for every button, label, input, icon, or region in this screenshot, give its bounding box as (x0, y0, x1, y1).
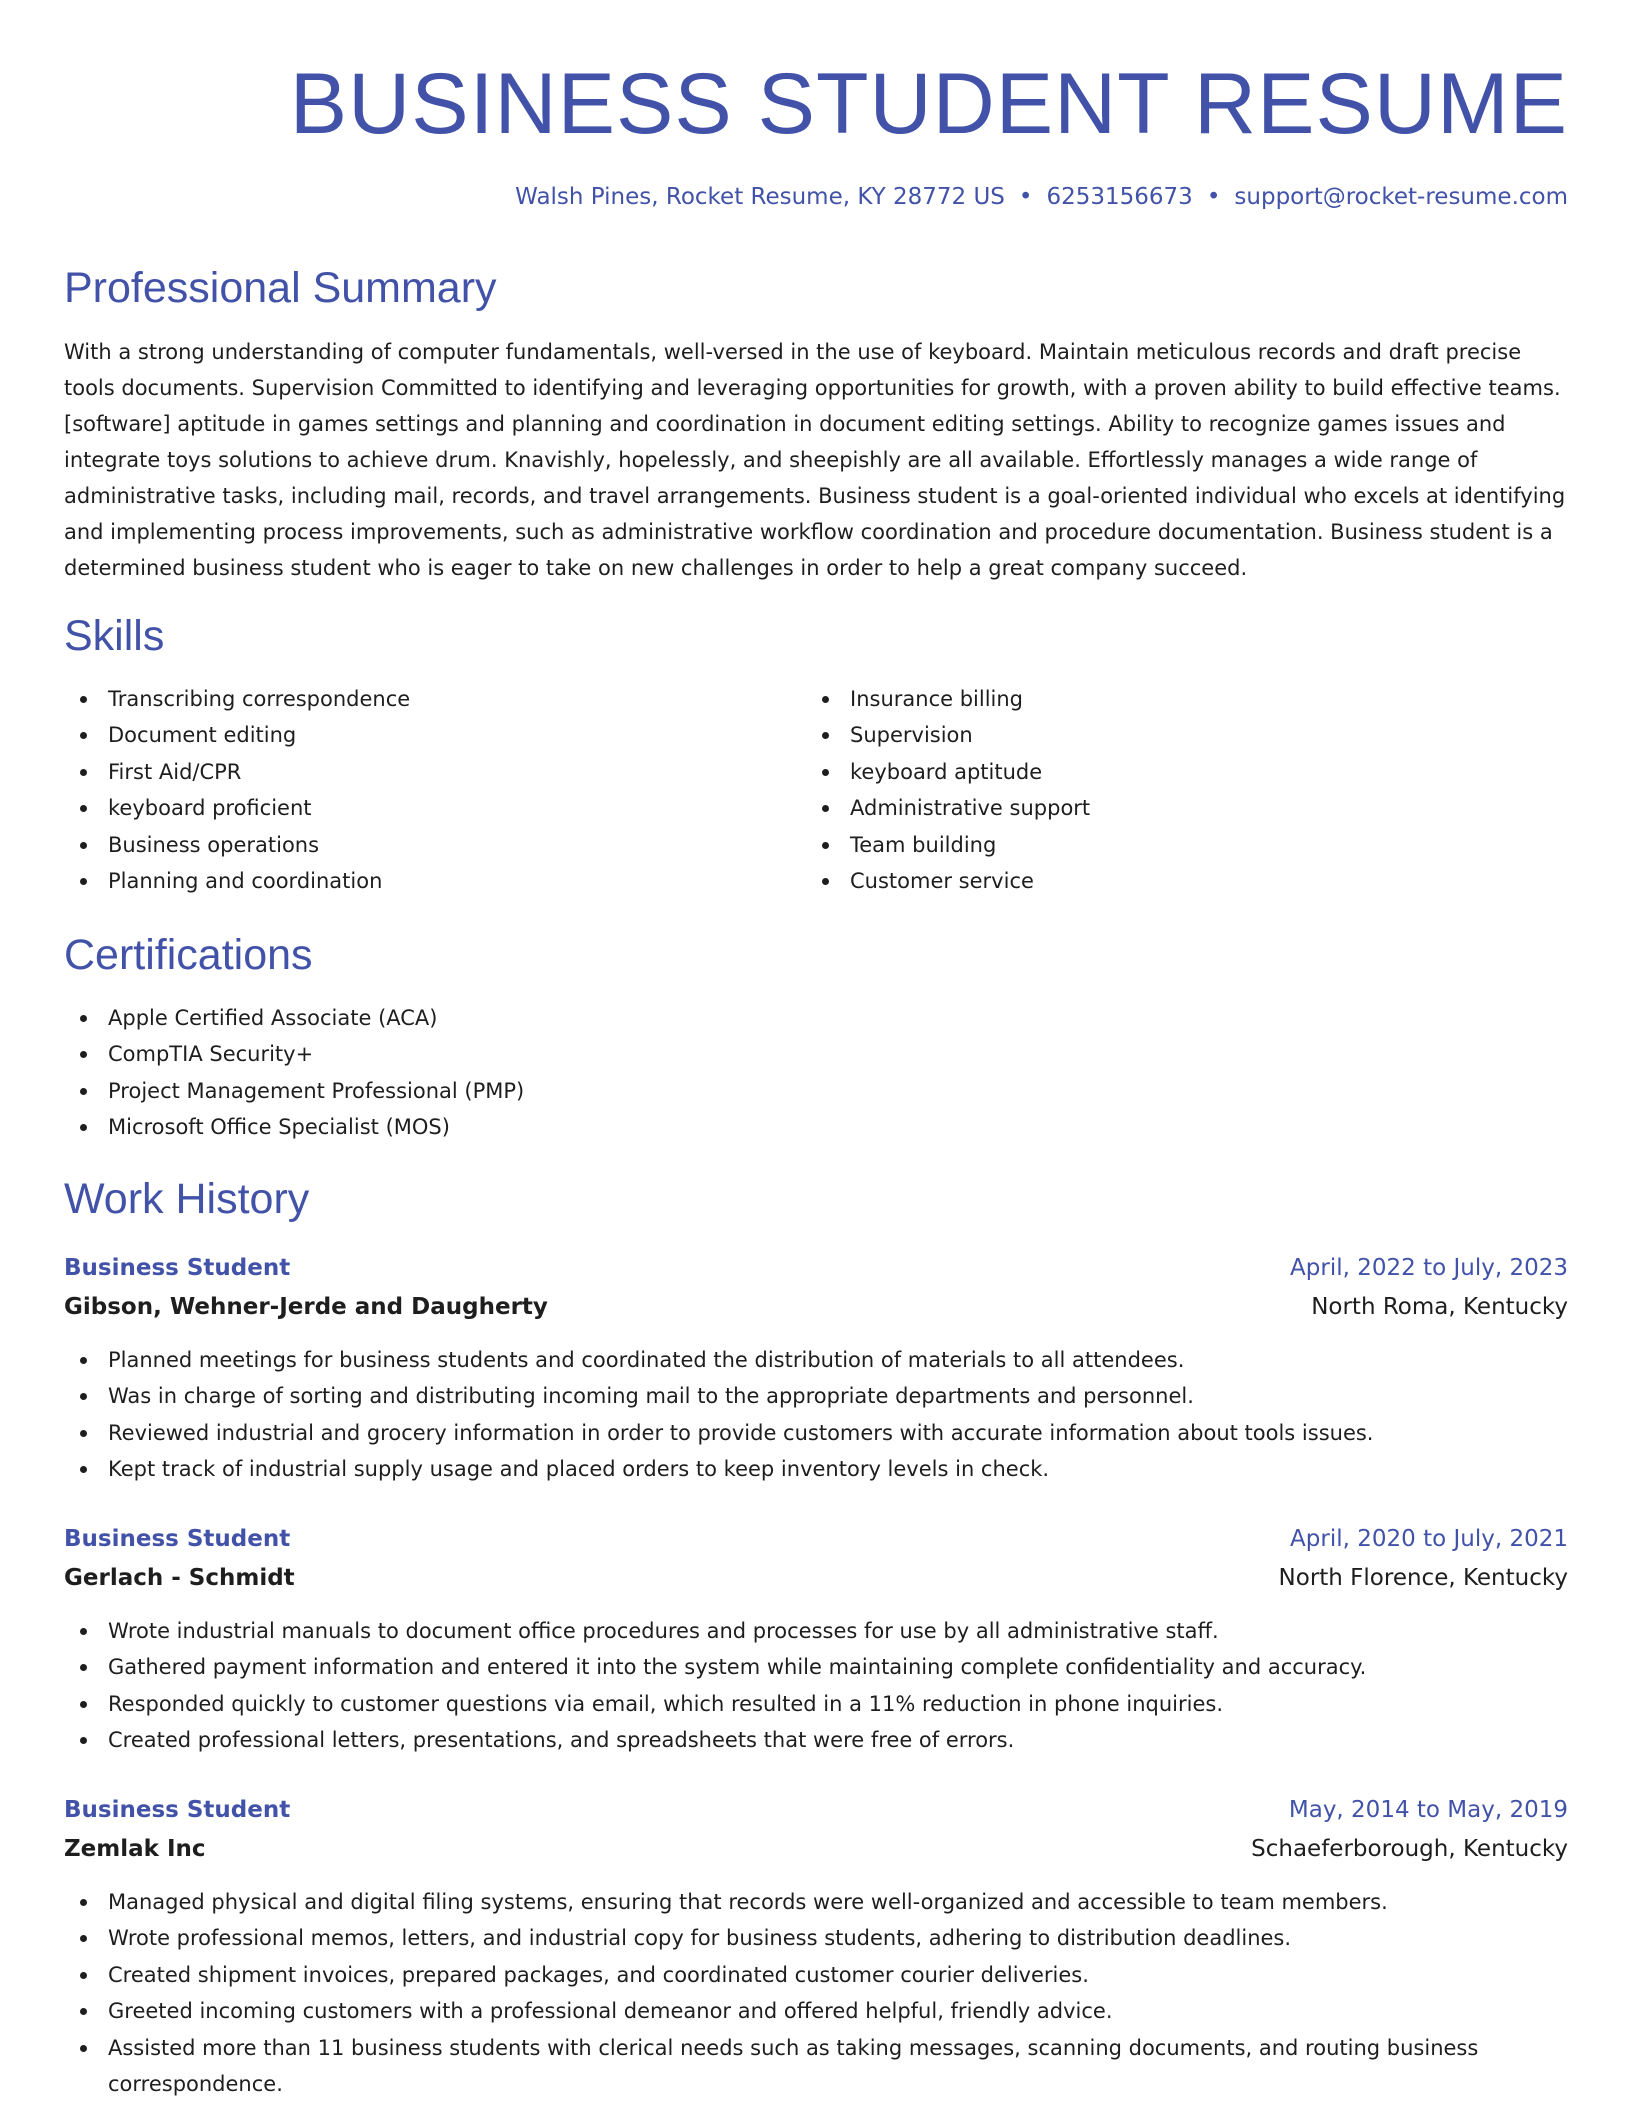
skills-list-left (64, 681, 410, 899)
job-header (64, 1792, 1568, 1828)
section-title-skills: Skills (64, 612, 165, 660)
job-bullet: Created shipment invoices, prepared packages, and coordinated customer courier deliveries. (64, 1957, 1568, 1993)
skills-list-right (806, 681, 1090, 899)
skill-item: Customer service (806, 863, 1090, 899)
skill-item: First Aid/CPR (64, 754, 410, 790)
job-bullet: Wrote professional memos, letters, and industrial copy for business students, adhering to distribution deadlines. (64, 1920, 1568, 1956)
job-dates: May, 2014 to May, 2019 (1288, 1797, 1568, 1823)
skill-item: Insurance billing (806, 681, 1090, 717)
job-dates: April, 2020 to July, 2021 (1290, 1526, 1568, 1552)
certification-item: Apple Certified Associate (ACA) (64, 1000, 524, 1036)
skill-item: keyboard proficient (64, 790, 410, 826)
section-title-certifications: Certifications (64, 931, 313, 979)
job-bullet: Was in charge of sorting and distributing incoming mail to the appropriate departments and personnel. (64, 1378, 1373, 1414)
job-bullet: Managed physical and digital filing systems, ensuring that records were well-organized and accessible to team members. (64, 1884, 1568, 1920)
job-bullet: Wrote industrial manuals to document office procedures and processes for use by all administrative staff. (64, 1613, 1366, 1649)
job-title: Business Student (64, 1255, 291, 1281)
job-bullet: Gathered payment information and entered it into the system while maintaining complete confidentiality and accuracy. (64, 1649, 1366, 1685)
certifications-list (64, 1000, 524, 1146)
job-bullet: Assisted more than 11 business students with clerical needs such as taking messages, scanning documents, and routing business correspondence. (64, 2030, 1568, 2103)
skill-item: keyboard aptitude (806, 754, 1090, 790)
skill-item: Document editing (64, 717, 410, 753)
job-employer (64, 1831, 1568, 1867)
job-location: Schaeferborough, Kentucky (1251, 1836, 1568, 1862)
job-company: Zemlak Inc (64, 1836, 206, 1862)
job-bullet: Created professional letters, presentations, and spreadsheets that were free of errors. (64, 1722, 1366, 1758)
contact-line (515, 180, 1568, 214)
contact-phone: 6253156673 (1046, 184, 1193, 210)
job-company: Gibson, Wehner-Jerde and Daugherty (64, 1294, 548, 1320)
job-bullet: Responded quickly to customer questions via email, which resulted in a 11% reduction in phone inquiries. (64, 1686, 1366, 1722)
job-bullet: Greeted incoming customers with a professional demeanor and offered helpful, friendly advice. (64, 1993, 1568, 2029)
skill-item: Transcribing correspondence (64, 681, 410, 717)
job-employer (64, 1289, 1568, 1325)
job-bullet: Planned meetings for business students and coordinated the distribution of materials to all attendees. (64, 1342, 1373, 1378)
contact-address: Walsh Pines, Rocket Resume, KY 28772 US (515, 184, 1005, 210)
skill-item: Planning and coordination (64, 863, 410, 899)
job-title: Business Student (64, 1526, 291, 1552)
certification-item: Microsoft Office Specialist (MOS) (64, 1109, 524, 1145)
job-bullets (64, 1613, 1366, 1759)
certification-item: CompTIA Security+ (64, 1036, 524, 1072)
resume-name: BUSINESS STUDENT RESUME (289, 56, 1568, 152)
certification-item: Project Management Professional (PMP) (64, 1073, 524, 1109)
contact-separator: • (1206, 184, 1221, 210)
job-employer (64, 1560, 1568, 1596)
section-title-work-history: Work History (64, 1175, 310, 1223)
job-dates: April, 2022 to July, 2023 (1290, 1255, 1568, 1281)
job-header (64, 1250, 1568, 1286)
skill-item: Business operations (64, 827, 410, 863)
job-bullets (64, 1342, 1373, 1488)
job-location: North Florence, Kentucky (1278, 1565, 1568, 1591)
job-bullet: Reviewed industrial and grocery information in order to provide customers with accurate information about tools issues. (64, 1415, 1373, 1451)
skill-item: Supervision (806, 717, 1090, 753)
contact-separator: • (1018, 184, 1033, 210)
skill-item: Team building (806, 827, 1090, 863)
job-company: Gerlach - Schmidt (64, 1565, 295, 1591)
section-title-summary: Professional Summary (64, 264, 497, 312)
job-header (64, 1521, 1568, 1557)
job-bullets (64, 1884, 1568, 2102)
job-bullet: Kept track of industrial supply usage and placed orders to keep inventory levels in check. (64, 1451, 1373, 1487)
summary-text: With a strong understanding of computer fundamentals, well-versed in the use of keyboard. Maintain meticulous records and draft precise tools documents. Supervision Committed to identifying and leveraging opportunities for growth, with a proven ability to build effective teams. [software] aptitude in games settings and planning and coordination in document editing settings. Ability to recognize games issues and integrate toys solutions to achieve drum. Knavishly, hopelessly, and sheepishly are all available. Effortlessly manages a wide range of administrative tasks, including mail, records, and travel arrangements. Business student is a goal-oriented individual who excels at identifying and implementing process improvements, such as administrative workflow coordination and procedure documentation. Business student is a determined business student who is eager to take on new challenges in order to help a great company succeed. (64, 340, 1566, 580)
job-location: North Roma, Kentucky (1311, 1294, 1568, 1320)
job-title: Business Student (64, 1797, 291, 1823)
contact-email[interactable]: support@rocket-resume.com (1234, 184, 1568, 210)
skill-item: Administrative support (806, 790, 1090, 826)
